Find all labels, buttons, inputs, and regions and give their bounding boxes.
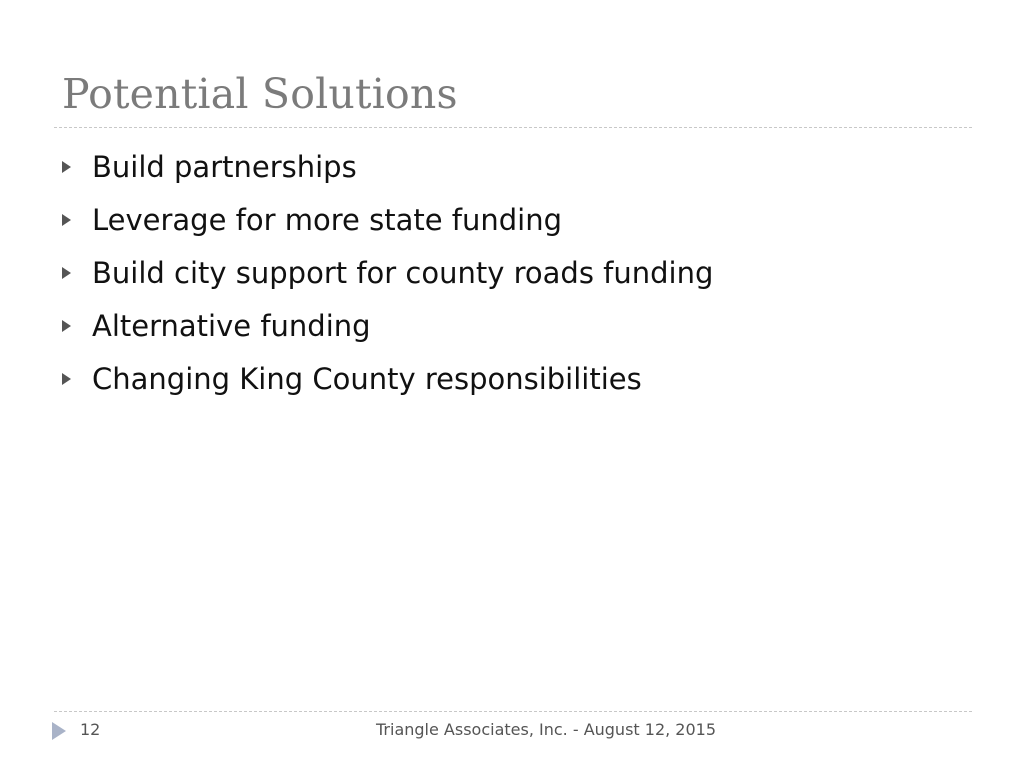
triangle-right-icon <box>62 267 92 279</box>
triangle-right-icon <box>62 373 92 385</box>
list-item <box>62 352 713 405</box>
triangle-right-icon <box>52 722 66 745</box>
bullet-text: Build city support for county roads funding <box>92 255 714 290</box>
list-item <box>62 140 713 193</box>
slide-title: Potential Solutions <box>62 70 458 118</box>
bullet-text: Alternative funding <box>92 308 371 343</box>
title-divider <box>54 127 972 128</box>
triangle-right-icon <box>62 214 92 226</box>
list-item <box>62 246 713 299</box>
footer-text: Triangle Associates, Inc. - August 12, 2015 <box>376 720 717 739</box>
list-item <box>62 193 713 246</box>
bullet-text: Build partnerships <box>92 149 357 184</box>
footer-divider <box>54 711 972 712</box>
slide-number: 12 <box>80 720 101 739</box>
list-item <box>62 299 713 352</box>
bullet-text: Leverage for more state funding <box>92 202 562 237</box>
bullet-list <box>62 140 713 405</box>
bullet-text: Changing King County responsibilities <box>92 361 642 396</box>
triangle-right-icon <box>62 161 92 173</box>
triangle-right-icon <box>62 320 92 332</box>
